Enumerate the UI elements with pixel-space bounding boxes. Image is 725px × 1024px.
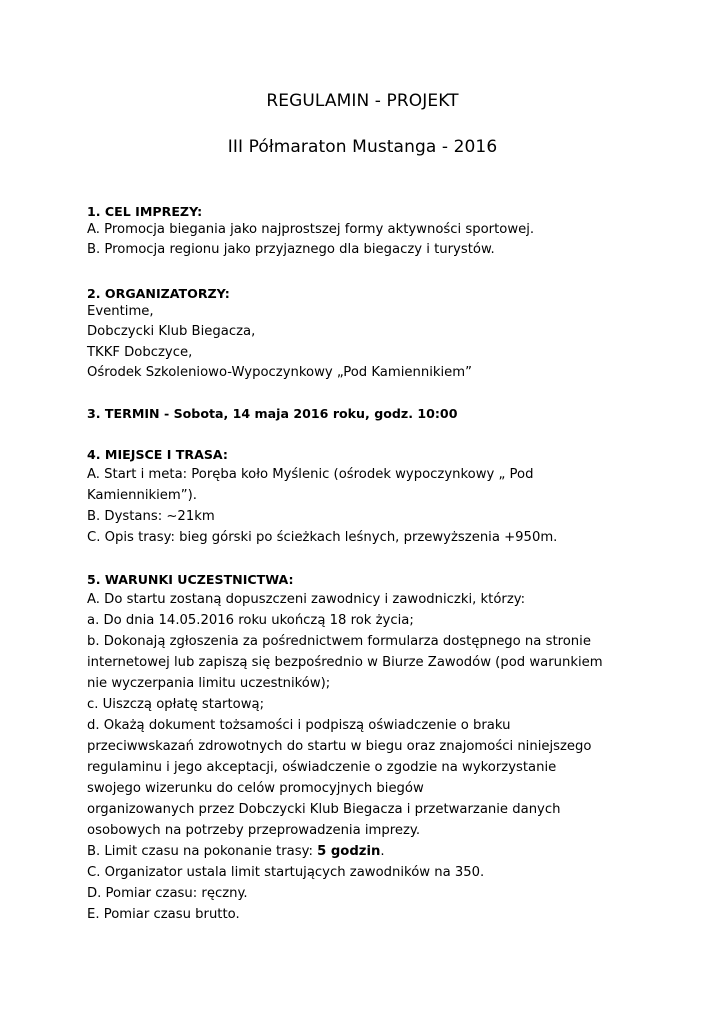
section-line: D. Pomiar czasu: ręczny. — [87, 886, 248, 901]
time-limit-suffix: . — [380, 844, 385, 859]
section-line: a. Do dnia 14.05.2016 roku ukończą 18 rok życia; — [87, 613, 414, 628]
time-limit-prefix: B. Limit czasu na pokonanie trasy: — [87, 844, 318, 859]
section-line: C. Organizator ustala limit startujących zawodników na 350. — [87, 865, 485, 880]
section-line: c. Uiszczą opłatę startową; — [87, 697, 265, 712]
section-heading-warunki-uczestnictwa: 5. WARUNKI UCZESTNICTWA: — [87, 572, 294, 587]
section-line: A. Promocja biegania jako najprostszej formy aktywności sportowej. — [87, 222, 535, 237]
section-line: Ośrodek Szkoleniowo-Wypoczynkowy „Pod Kamiennikiem” — [87, 365, 472, 380]
section-line: TKKF Dobczyce, — [87, 345, 193, 360]
section-line: nie wyczerpania limitu uczestników); — [87, 676, 331, 691]
section-line: osobowych na potrzeby przeprowadzenia imprezy. — [87, 823, 421, 838]
document-title: REGULAMIN - PROJEKT — [266, 91, 459, 111]
section-line: B. Promocja regionu jako przyjaznego dla biegaczy i turystów. — [87, 242, 495, 257]
section-heading-miejsce-i-trasa: 4. MIEJSCE I TRASA: — [87, 447, 228, 462]
section-line: A. Do startu zostaną dopuszczeni zawodnicy i zawodniczki, którzy: — [87, 592, 526, 607]
section-line: organizowanych przez Dobczycki Klub Biegacza i przetwarzanie danych — [87, 802, 561, 817]
section-line: Dobczycki Klub Biegacza, — [87, 324, 256, 339]
section-line: regulaminu i jego akceptacji, oświadczenie o zgodzie na wykorzystanie — [87, 760, 557, 775]
time-limit-value: 5 godzin — [317, 844, 381, 859]
section-line: Kamiennikiem”). — [87, 488, 197, 503]
section-heading-cel-imprezy: 1. CEL IMPREZY: — [87, 204, 203, 219]
section-line: A. Start i meta: Poręba koło Myślenic (ośrodek wypoczynkowy „ Pod — [87, 467, 534, 482]
section-line: E. Pomiar czasu brutto. — [87, 907, 240, 922]
section-line: internetowej lub zapiszą się bezpośrednio w Biurze Zawodów (pod warunkiem — [87, 655, 603, 670]
section-heading-organizatorzy: 2. ORGANIZATORZY: — [87, 286, 230, 301]
section-line: C. Opis trasy: bieg górski po ścieżkach leśnych, przewyższenia +950m. — [87, 530, 558, 545]
time-limit-line — [87, 842, 647, 862]
document-subtitle: III Półmaraton Mustanga - 2016 — [227, 137, 498, 157]
section-line: d. Okażą dokument tożsamości i podpiszą oświadczenie o braku — [87, 718, 511, 733]
section-line: swojego wizerunku do celów promocyjnych biegów — [87, 781, 424, 796]
section-line: B. Dystans: ~21km — [87, 509, 215, 524]
section-line: b. Dokonają zgłoszenia za pośrednictwem formularza dostępnego na stronie — [87, 634, 591, 649]
section-line: przeciwwskazań zdrowotnych do startu w biegu oraz znajomości niniejszego — [87, 739, 592, 754]
section-heading-termin: 3. TERMIN - Sobota, 14 maja 2016 roku, godz. 10:00 — [87, 406, 458, 421]
section-line: Eventime, — [87, 304, 154, 319]
